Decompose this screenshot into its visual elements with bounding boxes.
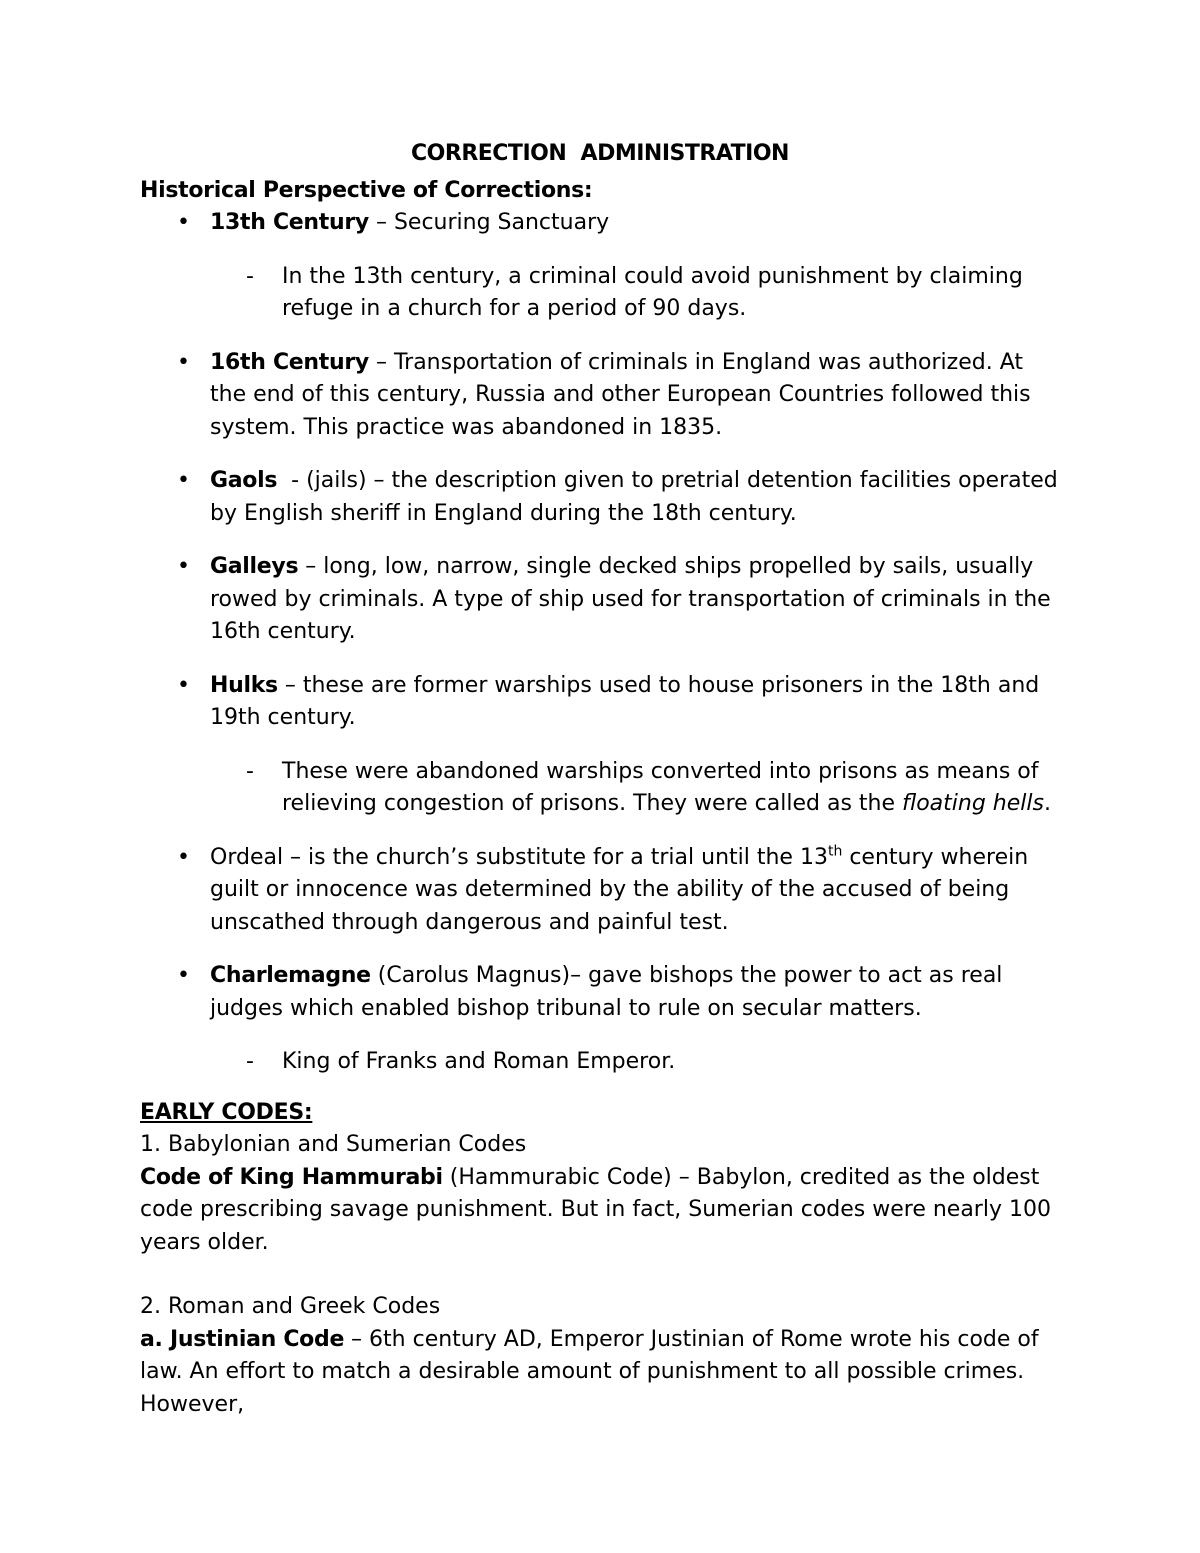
term-hulks: Hulks — [210, 672, 278, 698]
text-hammurabi: (Hammurabic Code) – Babylon, credited as the oldest code prescribing savage punishment. But in fact, Sumerian codes were nearly 100 years older. — [140, 1164, 1051, 1255]
document-page — [140, 138, 1065, 1421]
bullet-icon: • — [177, 844, 190, 870]
text-floating-hells: floating hells — [902, 791, 1044, 816]
text-justinian: – 6th century AD, Emperor Justinian of Rome wrote his code of law. An effort to match a desirable amount of punishment to all possible crimes. However, — [140, 1326, 1039, 1417]
sub-charlemagne — [140, 1046, 1060, 1079]
text-gaols: - (jails) – the description given to pretrial detention facilities operated by English sheriff in England during the 18th century. — [210, 468, 1065, 526]
bullet-icon: • — [177, 963, 190, 988]
term-13th-century: 13th Century — [210, 210, 369, 235]
sub-hulks — [140, 756, 1060, 821]
paragraph-hammurabi — [140, 1162, 1060, 1260]
text-hulks: – these are former warships used to house prisoners in the 18th and 19th century. — [210, 672, 1040, 730]
superscript-th: th — [827, 843, 843, 860]
bullet-icon: • — [177, 554, 190, 579]
subheading-roman-greek: 2. Roman and Greek Codes — [140, 1294, 441, 1319]
term-gaols: Gaols — [210, 468, 278, 493]
dash-icon: - — [246, 263, 254, 289]
bullet-icon: • — [177, 672, 190, 698]
subheading-babylonian: 1. Babylonian and Sumerian Codes — [140, 1132, 527, 1157]
bullet-charlemagne — [140, 960, 1060, 1025]
text-16th-century: – Transportation of criminals in England was authorized. At the end of this century, Russia and other European Countries followed this system. This practice was abandoned in 1835. — [210, 349, 1031, 440]
text-hulks-detail: These were abandoned warships converted into prisons as means of relieving congestion of prisons. They were called as the — [282, 758, 1039, 816]
dash-icon: - — [246, 758, 254, 784]
bullet-galleys — [140, 551, 1060, 649]
text-charlemagne-detail: King of Franks and Roman Emperor. — [282, 1049, 676, 1074]
bullet-icon: • — [177, 210, 190, 235]
term-justinian: a. Justinian Code — [140, 1326, 345, 1352]
bullet-16th-century — [140, 347, 1060, 445]
section-heading-historical: Historical Perspective of Corrections: — [140, 177, 593, 203]
section-heading-early-codes: EARLY CODES: — [140, 1099, 313, 1125]
text-ordeal-rest: century wherein guilt or innocence was determined by the ability of the accused of being unscathed through dangerous and painful test. — [210, 844, 1029, 935]
bullet-gaols — [140, 465, 1065, 530]
term-charlemagne: Charlemagne — [210, 963, 371, 988]
document-title: CORRECTION ADMINISTRATION — [411, 141, 789, 166]
text-charlemagne: (Carolus Magnus)– gave bishops the power to act as real judges which enabled bishop tribunal to rule on secular matters. — [210, 963, 1003, 1021]
text-sanctuary-detail: In the 13th century, a criminal could avoid punishment by claiming refuge in a church for a period of 90 days. — [282, 263, 1023, 321]
bullet-ordeal — [140, 842, 1060, 940]
paragraph-justinian — [140, 1324, 1060, 1422]
bullet-hulks — [140, 670, 1060, 735]
text-galleys: – long, low, narrow, single decked ships propelled by sails, usually rowed by criminals. A type of ship used for transportation of criminals in the 16th century. — [210, 554, 1051, 644]
sub-13th-century — [140, 261, 1060, 326]
term-hammurabi: Code of King Hammurabi — [140, 1164, 443, 1190]
text-ordeal: Ordeal – is the church’s substitute for a trial until the 13 — [210, 844, 828, 870]
bullet-icon: • — [177, 349, 190, 375]
bullet-icon: • — [177, 468, 190, 493]
text-13th-century: – Securing Sanctuary — [368, 210, 610, 235]
term-16th-century: 16th Century — [210, 349, 369, 375]
term-galleys: Galleys — [210, 554, 299, 579]
text-hulks-detail-end: . — [1043, 791, 1051, 816]
dash-icon: - — [246, 1049, 254, 1074]
bullet-13th-century — [140, 207, 1060, 240]
